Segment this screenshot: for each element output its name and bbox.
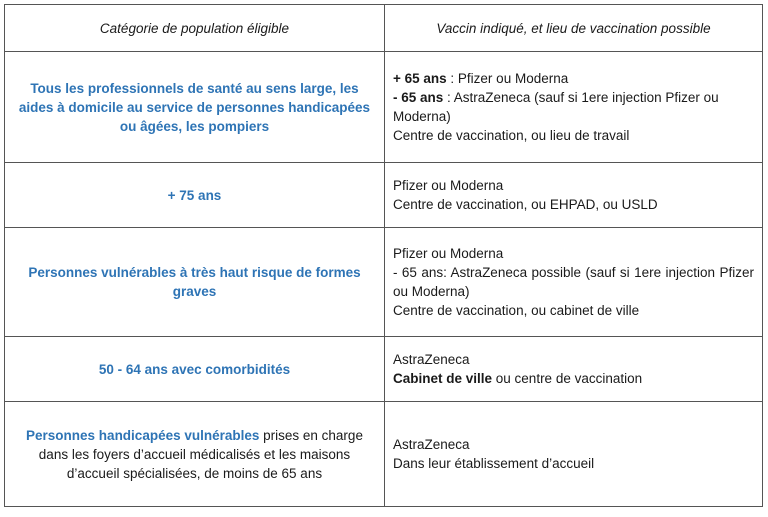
header-population-category: Catégorie de population éligible (5, 5, 385, 52)
vaccine-cell (385, 402, 763, 507)
vaccine-line: - 65 ans : AstraZeneca (sauf si 1ere injection Pfizer ou Moderna) (393, 90, 719, 124)
header-vaccine-location: Vaccin indiqué, et lieu de vaccination possible (385, 5, 763, 52)
vaccine-line: Pfizer ou Moderna (393, 178, 504, 193)
vaccine-line: AstraZeneca (393, 437, 470, 452)
location-line: Centre de vaccination, ou cabinet de ville (393, 303, 640, 318)
table-row (5, 52, 763, 163)
category-label: 50 - 64 ans avec comorbidités (98, 361, 291, 377)
location-line: Dans leur établissement d’accueil (393, 456, 595, 471)
category-label: Tous les professionnels de santé au sens large, les aides à domicile au service de personnes handicapées ou âgées, les pompiers (18, 80, 371, 134)
category-cell (5, 337, 385, 402)
category-cell (5, 52, 385, 163)
vaccine-line: + 65 ans : Pfizer ou Moderna (393, 71, 569, 86)
category-cell (5, 228, 385, 337)
vaccine-line: AstraZeneca (393, 352, 470, 367)
location-line: Cabinet de ville ou centre de vaccination (393, 371, 643, 386)
vaccine-cell (385, 163, 763, 228)
table-row (5, 228, 763, 337)
category-label: Personnes vulnérables à très haut risque de formes graves (28, 265, 361, 299)
vaccine-cell (385, 52, 763, 163)
vaccine-cell (385, 337, 763, 402)
category-label: Personnes handicapées vulnérables (26, 427, 260, 443)
table-header-row (5, 5, 763, 52)
category-label: + 75 ans (167, 187, 222, 203)
vaccine-line: - 65 ans: AstraZeneca possible (sauf si 1ere injection Pfizer ou Moderna) (393, 265, 754, 299)
vaccination-eligibility-table (4, 4, 763, 507)
category-cell (5, 402, 385, 507)
table-row (5, 402, 763, 507)
vaccine-cell (385, 228, 763, 337)
category-detail: prises en charge dans les foyers d’accueil médicalisés et les maisons d’accueil spécialisées, de moins de 65 ans (38, 427, 363, 481)
table-row (5, 163, 763, 228)
vaccine-line: Pfizer ou Moderna (393, 246, 504, 261)
category-cell (5, 163, 385, 228)
table-row (5, 337, 763, 402)
location-line: Centre de vaccination, ou EHPAD, ou USLD (393, 197, 658, 212)
location-line: Centre de vaccination, ou lieu de travail (393, 128, 630, 143)
